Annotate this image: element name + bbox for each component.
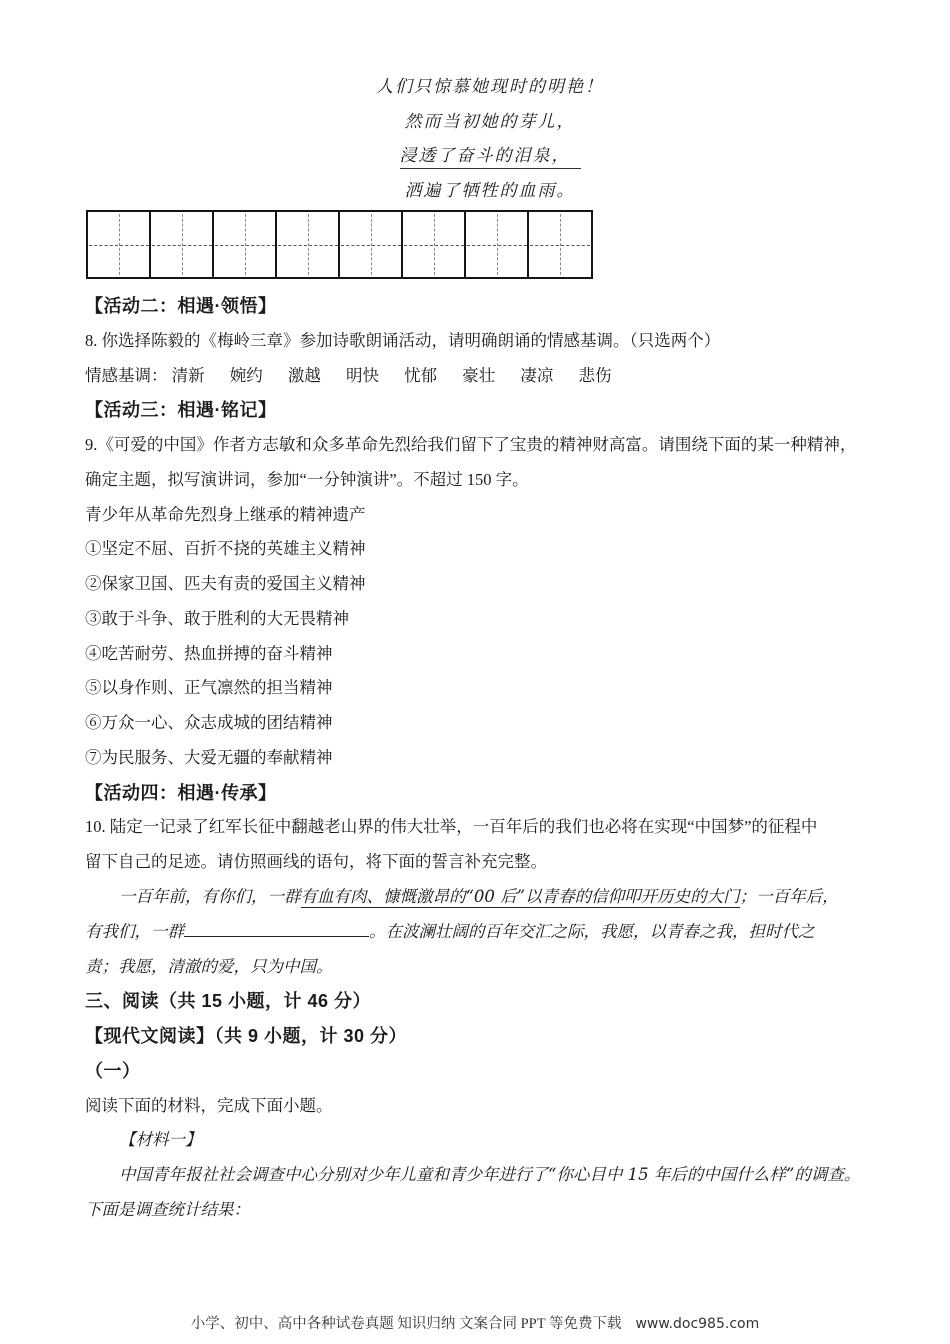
material1-label: 【材料一】	[119, 1130, 202, 1150]
grid-horizontal-dash	[404, 245, 464, 246]
reading-part-label: （一）	[85, 1060, 141, 1081]
question-9-line3: 青少年从革命先烈身上继承的精神遗产	[85, 504, 366, 524]
grid-horizontal-dash	[530, 245, 590, 246]
grid-cell	[338, 210, 404, 279]
section-header-activity3: 【活动三：相遇·铭记】	[85, 400, 277, 421]
pledge-quote-line3: 责；我愿，清澈的爱，只为中国。	[85, 956, 333, 976]
grid-horizontal-dash	[152, 245, 212, 246]
section-header-activity2: 【活动二：相遇·领悟】	[85, 296, 277, 316]
spirit-list-item: ①坚定不屈、百折不挠的英雄主义精神	[85, 539, 366, 559]
character-writing-grid	[86, 210, 593, 279]
question-10-line1: 10. 陆定一记录了红军长征中翻越老山界的伟大壮举，一百年后的我们也必将在实现“中国梦”的征程中	[85, 817, 818, 837]
page-footer	[0, 1313, 950, 1335]
grid-cell	[212, 210, 278, 279]
pledge-quote-line2: 有我们，一群 。在波澜壮阔的百年交汇之际，我愿，以青春之我，担时代之	[85, 921, 815, 941]
grid-cell	[464, 210, 530, 279]
grid-cell	[401, 210, 467, 279]
spirit-list-item: ⑦为民服务、大爱无疆的奉献精神	[85, 747, 333, 767]
question-8-text: 8. 你选择陈毅的《梅岭三章》参加诗歌朗诵活动，请明确朗诵的情感基调。（只选两个）	[85, 330, 721, 350]
pledge-quote-line1: 一百年前，有你们，一群有血有肉、慷慨激昂的“00 后”以青春的信仰叩开历史的大门；一百年后，	[119, 887, 839, 907]
question-9-line1: 9.《可爱的中国》作者方志敏和众多革命先烈给我们留下了宝贵的精神财高富。请围绕下面的某一种精神，	[85, 435, 857, 455]
modern-reading-title: 【现代文阅读】（共 9 小题，计 30 分）	[85, 1026, 408, 1047]
grid-horizontal-dash	[341, 245, 401, 246]
material1-line2: 下面是调查统计结果：	[85, 1199, 250, 1219]
fill-in-blank-line	[184, 936, 369, 937]
footer-text: 小学、初中、高中各种试卷真题 知识归纳 文案合同 PPT 等免费下载	[190, 1316, 622, 1332]
document-body	[85, 289, 875, 1228]
grid-cell	[275, 210, 341, 279]
grid-horizontal-dash	[467, 245, 527, 246]
grid-horizontal-dash	[278, 245, 338, 246]
emotion-option: 激越	[287, 365, 321, 385]
grid-horizontal-dash	[89, 245, 149, 246]
spirit-list-item: ⑤以身作则、正气凛然的担当精神	[85, 678, 333, 698]
reading-section-title: 三、阅读（共 15 小题，计 46 分）	[85, 991, 372, 1012]
poem-line-underlined: 浸透了奋斗的泪泉，	[100, 139, 880, 174]
question-9-line2: 确定主题，拟写演讲词，参加“一分钟演讲”。不超过 150 字。	[85, 469, 529, 489]
underlined-model-sentence: 有血有肉、慷慨激昂的“00 后”以青春的信仰叩开历史的大门	[300, 887, 740, 907]
reading-instruction: 阅读下面的材料，完成下面小题。	[85, 1095, 333, 1115]
poem-line: 洒遍了牺牲的血雨。	[404, 180, 576, 201]
poem-line: 然而当初她的芽儿，	[404, 111, 576, 132]
emotion-option: 凄凉	[520, 365, 554, 385]
section-header-activity4: 【活动四：相遇·传承】	[85, 782, 277, 803]
emotion-option: 婉约	[229, 365, 263, 385]
emotion-option: 悲伤	[578, 365, 612, 385]
poem-line: 人们只惊慕她现时的明艳！	[376, 77, 604, 97]
emotion-option: 清新	[171, 365, 205, 385]
spirit-list-item: ⑥万众一心、众志成城的团结精神	[85, 713, 333, 733]
emotion-option: 豪壮	[462, 365, 496, 385]
emotion-option: 忧郁	[404, 365, 438, 385]
material1-line1: 中国青年报社社会调查中心分别对少年儿童和青少年进行了“你心目中 15 年后的中国什么样”的调查。	[119, 1165, 861, 1185]
grid-horizontal-dash	[215, 245, 275, 246]
grid-cell	[527, 210, 593, 279]
footer-url: www.doc985.com	[635, 1316, 760, 1332]
spirit-list-item: ②保家卫国、匹夫有责的爱国主义精神	[85, 574, 366, 594]
poem-block	[100, 70, 880, 208]
question-8-options-line	[85, 359, 875, 394]
spirit-list-item: ④吃苦耐劳、热血拼搏的奋斗精神	[85, 643, 333, 663]
emotion-option: 明快	[346, 365, 379, 385]
grid-cell	[86, 210, 152, 279]
grid-cell	[149, 210, 215, 279]
spirit-list-item: ③敢于斗争、敢于胜利的大无畏精神	[85, 608, 349, 628]
question-10-line2: 留下自己的足迹。请仿照画线的语句，将下面的誓言补充完整。	[85, 852, 547, 872]
emotion-tone-label: 情感基调：	[85, 365, 168, 385]
